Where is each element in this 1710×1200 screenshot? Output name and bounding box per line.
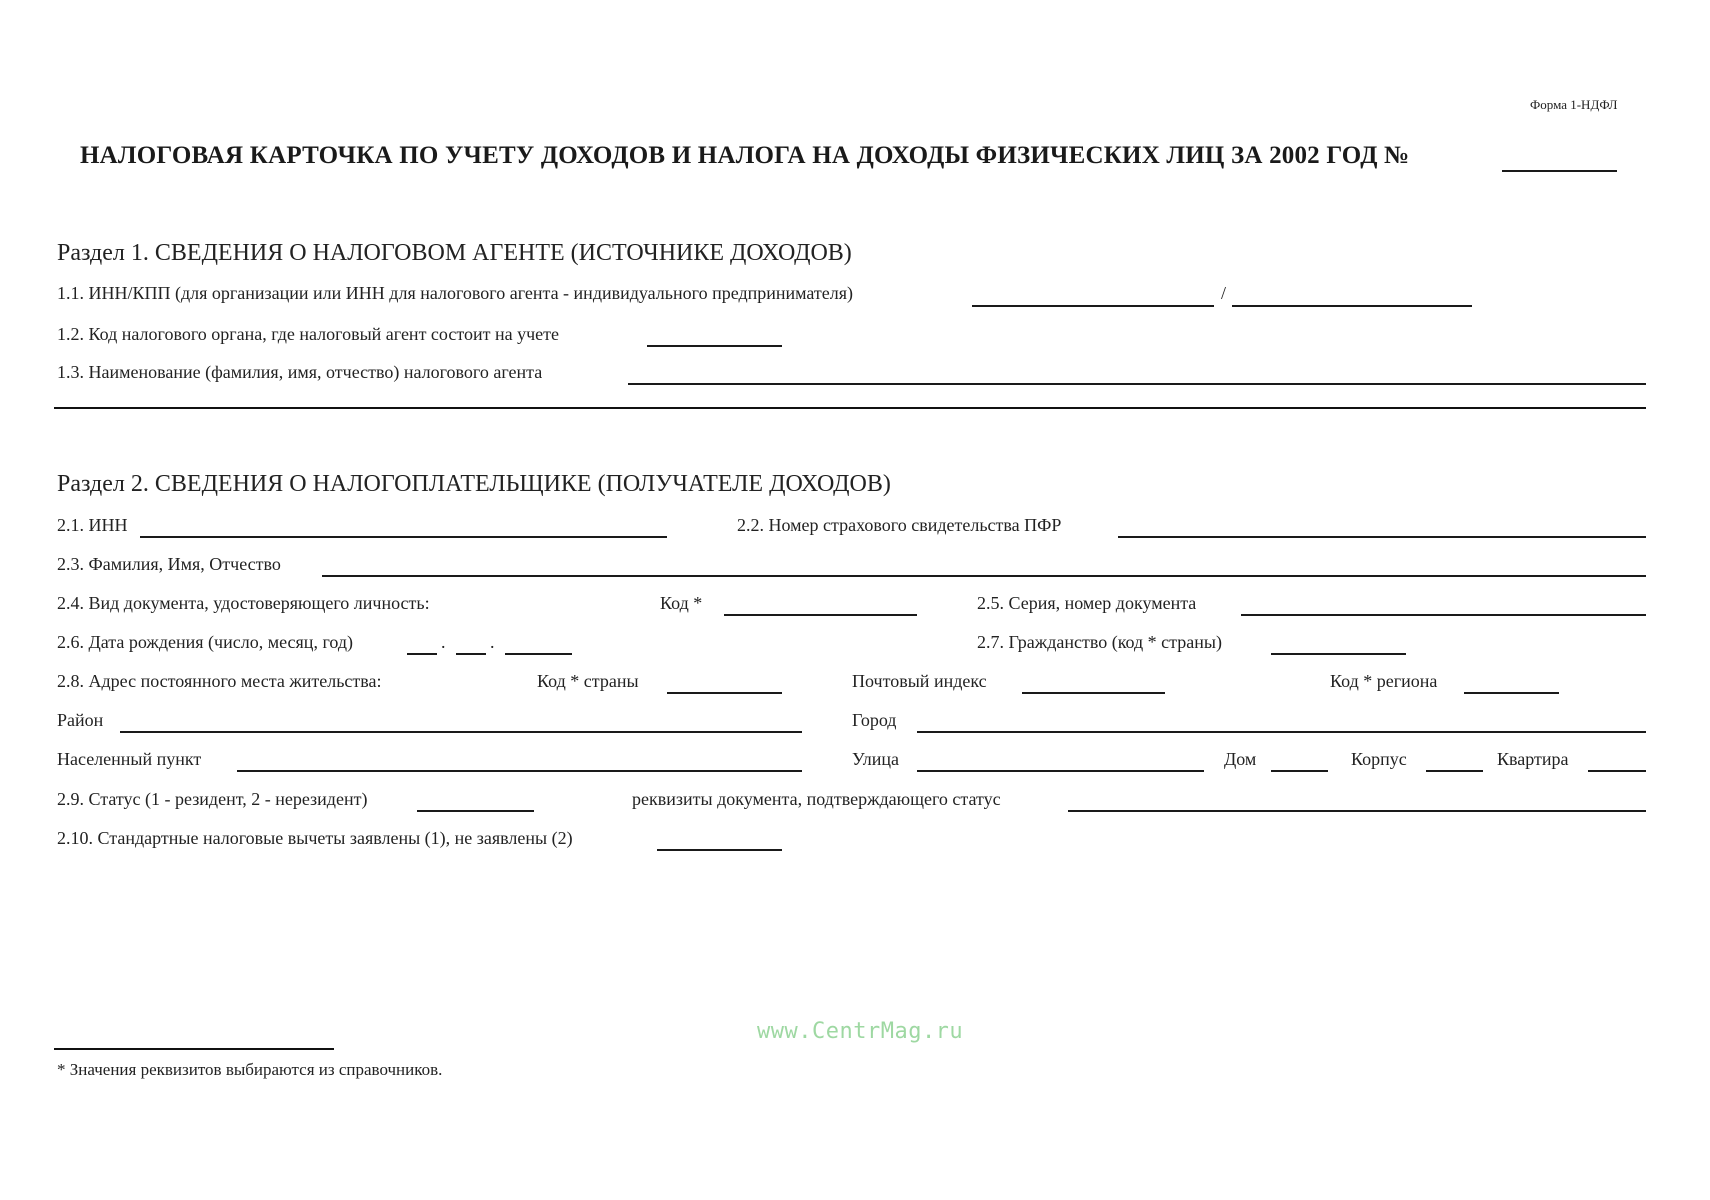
inn-kpp-label: 1.1. ИНН/КПП (для организации или ИНН для налогового агента - индивидуального предпринимателя)	[57, 283, 854, 303]
document-number-label: 2.5. Серия, номер документа	[977, 593, 1197, 613]
pfr-number-label: 2.2. Номер страхового свидетельства ПФР	[737, 515, 1062, 535]
house-label: Дом	[1224, 749, 1257, 769]
footnote: * Значения реквизитов выбираются из справочников.	[57, 1060, 443, 1079]
locality-label: Населенный пункт	[57, 749, 202, 769]
agent-kpp-field[interactable]	[1232, 285, 1472, 307]
tax-office-code-field[interactable]	[647, 325, 782, 347]
status-field[interactable]	[417, 790, 534, 812]
inn-kpp-separator: /	[1221, 283, 1227, 303]
postal-code-label: Почтовый индекс	[852, 671, 987, 691]
status-doc-field[interactable]	[1068, 790, 1646, 812]
section1-divider	[54, 407, 1646, 409]
citizenship-label: 2.7. Гражданство (код * страны)	[977, 632, 1222, 652]
birth-day-field[interactable]	[407, 633, 437, 655]
full-name-field[interactable]	[322, 555, 1646, 577]
id-document-label: 2.4. Вид документа, удостоверяющего личность:	[57, 593, 430, 613]
birth-date-dot-2: .	[490, 632, 495, 652]
district-field[interactable]	[120, 711, 802, 733]
section2-heading: Раздел 2. СВЕДЕНИЯ О НАЛОГОПЛАТЕЛЬЩИКЕ (ПОЛУЧАТЕЛЕ ДОХОДОВ)	[57, 471, 891, 497]
city-field[interactable]	[917, 711, 1646, 733]
citizenship-field[interactable]	[1271, 633, 1406, 655]
watermark: www.CentrMag.ru	[757, 1019, 964, 1044]
region-code-label: Код * региона	[1330, 671, 1438, 691]
birth-month-field[interactable]	[456, 633, 486, 655]
status-label: 2.9. Статус (1 - резидент, 2 - нерезидент)	[57, 789, 368, 809]
page-title: НАЛОГОВАЯ КАРТОЧКА ПО УЧЕТУ ДОХОДОВ И НАЛОГА НА ДОХОДЫ ФИЗИЧЕСКИХ ЛИЦ ЗА 2002 ГОД №	[80, 142, 1410, 169]
pfr-number-field[interactable]	[1118, 516, 1646, 538]
agent-name-field[interactable]	[628, 363, 1646, 385]
locality-field[interactable]	[237, 750, 802, 772]
agent-name-label: 1.3. Наименование (фамилия, имя, отчество) налогового агента	[57, 362, 543, 382]
deductions-label: 2.10. Стандартные налоговые вычеты заявлены (1), не заявлены (2)	[57, 828, 573, 848]
address-label: 2.8. Адрес постоянного места жительства:	[57, 671, 382, 691]
document-number-field[interactable]	[1241, 594, 1646, 616]
taxpayer-inn-label: 2.1. ИНН	[57, 515, 128, 535]
district-label: Район	[57, 710, 104, 730]
birth-date-dot-1: .	[441, 632, 446, 652]
id-document-code-label: Код *	[660, 593, 703, 613]
tax-office-code-label: 1.2. Код налогового органа, где налоговый агент состоит на учете	[57, 324, 560, 344]
birth-year-field[interactable]	[505, 633, 572, 655]
apartment-field[interactable]	[1588, 750, 1646, 772]
full-name-label: 2.3. Фамилия, Имя, Отчество	[57, 554, 281, 574]
building-label: Корпус	[1351, 749, 1407, 769]
footnote-divider	[54, 1048, 334, 1050]
country-code-label: Код * страны	[537, 671, 639, 691]
region-code-field[interactable]	[1464, 672, 1559, 694]
country-code-field[interactable]	[667, 672, 782, 694]
city-label: Город	[852, 710, 897, 730]
building-field[interactable]	[1426, 750, 1483, 772]
section1-heading: Раздел 1. СВЕДЕНИЯ О НАЛОГОВОМ АГЕНТЕ (ИСТОЧНИКЕ ДОХОДОВ)	[57, 240, 852, 266]
deductions-field[interactable]	[657, 829, 782, 851]
card-number-field[interactable]	[1502, 150, 1617, 172]
birth-date-label: 2.6. Дата рождения (число, месяц, год)	[57, 632, 354, 652]
taxpayer-inn-field[interactable]	[140, 516, 667, 538]
street-field[interactable]	[917, 750, 1204, 772]
status-doc-label: реквизиты документа, подтверждающего статус	[632, 789, 1001, 809]
apartment-label: Квартира	[1497, 749, 1569, 769]
house-field[interactable]	[1271, 750, 1328, 772]
street-label: Улица	[852, 749, 899, 769]
postal-code-field[interactable]	[1022, 672, 1165, 694]
agent-inn-field[interactable]	[972, 285, 1214, 307]
id-document-code-field[interactable]	[724, 594, 917, 616]
form-code: Форма 1-НДФЛ	[1530, 97, 1618, 112]
